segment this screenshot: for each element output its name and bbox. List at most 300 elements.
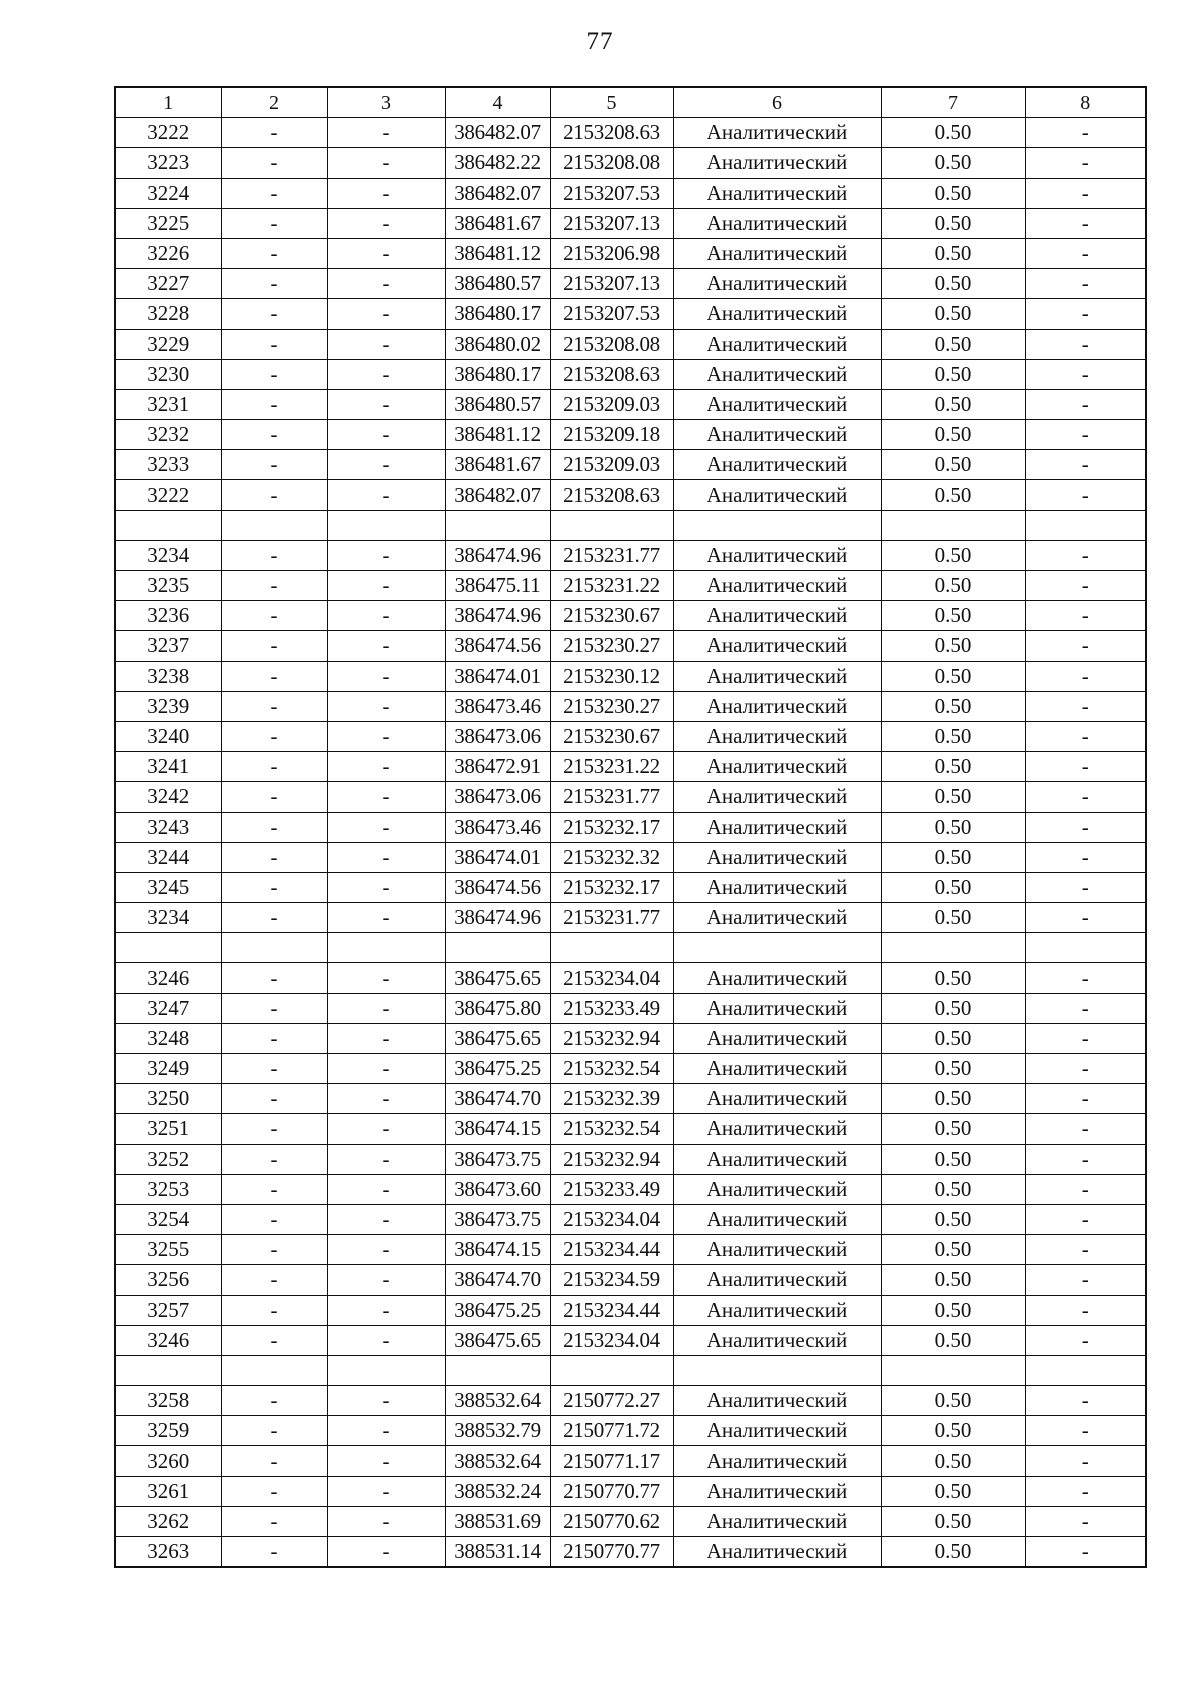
table-row [115, 872, 1146, 902]
coord-x-cell: 388532.64 [445, 1446, 550, 1476]
col-2-cell [221, 1355, 327, 1385]
method-cell: Аналитический [673, 1174, 881, 1204]
col-3-cell: - [327, 540, 445, 570]
table-row [115, 389, 1146, 419]
accuracy-cell: 0.50 [881, 178, 1025, 208]
accuracy-cell: 0.50 [881, 571, 1025, 601]
coord-y-cell [550, 510, 673, 540]
accuracy-cell: 0.50 [881, 208, 1025, 238]
accuracy-cell [881, 510, 1025, 540]
col-3-cell: - [327, 1265, 445, 1295]
point-number-cell: 3239 [115, 691, 221, 721]
point-number-cell: 3257 [115, 1295, 221, 1325]
method-cell: Аналитический [673, 903, 881, 933]
col-3-cell: - [327, 420, 445, 450]
col-3-cell: - [327, 1506, 445, 1536]
point-number-cell: 3252 [115, 1144, 221, 1174]
accuracy-cell: 0.50 [881, 1386, 1025, 1416]
coord-x-cell: 386474.96 [445, 540, 550, 570]
col-8-cell: - [1025, 1084, 1146, 1114]
coord-y-cell: 2153233.49 [550, 993, 673, 1023]
column-header-1: 1 [115, 87, 221, 118]
table-row [115, 1084, 1146, 1114]
col-8-cell: - [1025, 1295, 1146, 1325]
point-number-cell: 3258 [115, 1386, 221, 1416]
col-3-cell [327, 1355, 445, 1385]
col-3-cell: - [327, 1325, 445, 1355]
col-2-cell: - [221, 389, 327, 419]
col-2-cell: - [221, 1084, 327, 1114]
col-8-cell: - [1025, 1204, 1146, 1234]
point-number-cell: 3224 [115, 178, 221, 208]
accuracy-cell: 0.50 [881, 1446, 1025, 1476]
col-3-cell: - [327, 1235, 445, 1265]
method-cell: Аналитический [673, 540, 881, 570]
method-cell: Аналитический [673, 752, 881, 782]
point-number-cell [115, 1355, 221, 1385]
method-cell: Аналитический [673, 1295, 881, 1325]
method-cell: Аналитический [673, 1114, 881, 1144]
col-3-cell: - [327, 1204, 445, 1234]
point-number-cell: 3256 [115, 1265, 221, 1295]
col-8-cell: - [1025, 1265, 1146, 1295]
coord-x-cell: 386480.17 [445, 299, 550, 329]
col-8-cell: - [1025, 359, 1146, 389]
coord-x-cell: 386475.80 [445, 993, 550, 1023]
coord-y-cell: 2153230.27 [550, 691, 673, 721]
table-row [115, 238, 1146, 268]
method-cell: Аналитический [673, 1204, 881, 1234]
accuracy-cell: 0.50 [881, 450, 1025, 480]
col-2-cell [221, 510, 327, 540]
accuracy-cell [881, 933, 1025, 963]
point-number-cell: 3237 [115, 631, 221, 661]
method-cell: Аналитический [673, 661, 881, 691]
column-header-2: 2 [221, 87, 327, 118]
col-3-cell [327, 510, 445, 540]
method-cell: Аналитический [673, 963, 881, 993]
col-8-cell: - [1025, 812, 1146, 842]
accuracy-cell: 0.50 [881, 752, 1025, 782]
table-row [115, 1204, 1146, 1234]
coord-x-cell: 386481.12 [445, 420, 550, 450]
accuracy-cell: 0.50 [881, 329, 1025, 359]
table-row [115, 571, 1146, 601]
col-2-cell: - [221, 691, 327, 721]
point-number-cell: 3229 [115, 329, 221, 359]
coord-y-cell: 2153230.67 [550, 721, 673, 751]
coord-x-cell: 388532.79 [445, 1416, 550, 1446]
col-2-cell: - [221, 903, 327, 933]
coord-x-cell: 386480.57 [445, 269, 550, 299]
coord-x-cell [445, 933, 550, 963]
coord-y-cell: 2153234.04 [550, 963, 673, 993]
coord-y-cell: 2153209.03 [550, 389, 673, 419]
point-number-cell: 3230 [115, 359, 221, 389]
coord-y-cell: 2153232.17 [550, 872, 673, 902]
method-cell: Аналитический [673, 269, 881, 299]
col-3-cell: - [327, 691, 445, 721]
col-2-cell: - [221, 872, 327, 902]
table-row [115, 1386, 1146, 1416]
accuracy-cell: 0.50 [881, 1084, 1025, 1114]
accuracy-cell [881, 1355, 1025, 1385]
col-2-cell: - [221, 208, 327, 238]
col-8-cell: - [1025, 1386, 1146, 1416]
col-2-cell: - [221, 1386, 327, 1416]
coord-y-cell: 2150770.62 [550, 1506, 673, 1536]
coord-y-cell: 2150772.27 [550, 1386, 673, 1416]
accuracy-cell: 0.50 [881, 872, 1025, 902]
col-8-cell: - [1025, 721, 1146, 751]
accuracy-cell: 0.50 [881, 1325, 1025, 1355]
coord-x-cell: 386475.25 [445, 1054, 550, 1084]
col-8-cell: - [1025, 1476, 1146, 1506]
col-2-cell: - [221, 1204, 327, 1234]
coord-y-cell: 2150771.17 [550, 1446, 673, 1476]
coord-x-cell: 388531.69 [445, 1506, 550, 1536]
col-3-cell: - [327, 329, 445, 359]
accuracy-cell: 0.50 [881, 1023, 1025, 1053]
col-8-cell: - [1025, 661, 1146, 691]
point-number-cell: 3242 [115, 782, 221, 812]
method-cell: Аналитический [673, 118, 881, 148]
col-2-cell: - [221, 540, 327, 570]
coord-x-cell: 386481.67 [445, 450, 550, 480]
col-3-cell: - [327, 480, 445, 510]
accuracy-cell: 0.50 [881, 691, 1025, 721]
col-8-cell: - [1025, 329, 1146, 359]
col-2-cell: - [221, 178, 327, 208]
coord-y-cell: 2153232.39 [550, 1084, 673, 1114]
coord-x-cell: 386472.91 [445, 752, 550, 782]
coord-y-cell: 2153208.08 [550, 329, 673, 359]
col-2-cell: - [221, 721, 327, 751]
method-cell: Аналитический [673, 1144, 881, 1174]
col-3-cell: - [327, 1295, 445, 1325]
table-row [115, 540, 1146, 570]
accuracy-cell: 0.50 [881, 903, 1025, 933]
method-cell: Аналитический [673, 571, 881, 601]
col-8-cell [1025, 510, 1146, 540]
accuracy-cell: 0.50 [881, 420, 1025, 450]
col-8-cell: - [1025, 963, 1146, 993]
coord-y-cell: 2153231.77 [550, 903, 673, 933]
coord-y-cell: 2153207.53 [550, 178, 673, 208]
coord-x-cell: 386482.22 [445, 148, 550, 178]
col-2-cell: - [221, 450, 327, 480]
spacer-row [115, 1355, 1146, 1385]
accuracy-cell: 0.50 [881, 993, 1025, 1023]
coord-y-cell: 2153234.59 [550, 1265, 673, 1295]
method-cell: Аналитический [673, 208, 881, 238]
accuracy-cell: 0.50 [881, 1506, 1025, 1536]
col-2-cell: - [221, 993, 327, 1023]
col-8-cell: - [1025, 540, 1146, 570]
method-cell [673, 510, 881, 540]
coord-y-cell: 2153230.27 [550, 631, 673, 661]
column-header-3: 3 [327, 87, 445, 118]
col-8-cell: - [1025, 420, 1146, 450]
coord-x-cell: 386475.25 [445, 1295, 550, 1325]
col-8-cell: - [1025, 691, 1146, 721]
table-row [115, 450, 1146, 480]
coord-y-cell: 2153231.77 [550, 540, 673, 570]
table-row [115, 1054, 1146, 1084]
table-row [115, 1023, 1146, 1053]
coord-x-cell: 388532.24 [445, 1476, 550, 1506]
method-cell: Аналитический [673, 1537, 881, 1568]
col-3-cell: - [327, 1476, 445, 1506]
coord-y-cell: 2150771.72 [550, 1416, 673, 1446]
col-8-cell: - [1025, 299, 1146, 329]
coord-x-cell: 386481.12 [445, 238, 550, 268]
coord-x-cell: 386473.60 [445, 1174, 550, 1204]
point-number-cell: 3259 [115, 1416, 221, 1446]
col-3-cell: - [327, 1054, 445, 1084]
col-8-cell [1025, 1355, 1146, 1385]
point-number-cell: 3234 [115, 540, 221, 570]
point-number-cell: 3249 [115, 1054, 221, 1084]
point-number-cell: 3241 [115, 752, 221, 782]
coord-x-cell: 386473.06 [445, 721, 550, 751]
method-cell [673, 933, 881, 963]
method-cell: Аналитический [673, 1416, 881, 1446]
col-8-cell: - [1025, 872, 1146, 902]
col-8-cell: - [1025, 782, 1146, 812]
col-2-cell: - [221, 1446, 327, 1476]
col-2-cell: - [221, 1235, 327, 1265]
coord-y-cell: 2153208.63 [550, 480, 673, 510]
table-row [115, 1416, 1146, 1446]
coord-x-cell: 386474.01 [445, 661, 550, 691]
coord-x-cell: 388531.14 [445, 1537, 550, 1568]
col-3-cell: - [327, 238, 445, 268]
col-3-cell: - [327, 1537, 445, 1568]
col-3-cell: - [327, 601, 445, 631]
accuracy-cell: 0.50 [881, 812, 1025, 842]
accuracy-cell: 0.50 [881, 299, 1025, 329]
accuracy-cell: 0.50 [881, 631, 1025, 661]
accuracy-cell: 0.50 [881, 359, 1025, 389]
col-3-cell [327, 933, 445, 963]
coord-x-cell: 386482.07 [445, 118, 550, 148]
coord-x-cell: 386474.70 [445, 1265, 550, 1295]
coord-x-cell: 386475.65 [445, 1325, 550, 1355]
col-2-cell: - [221, 1054, 327, 1084]
col-2-cell: - [221, 571, 327, 601]
col-8-cell: - [1025, 1416, 1146, 1446]
col-2-cell: - [221, 238, 327, 268]
point-number-cell: 3261 [115, 1476, 221, 1506]
point-number-cell: 3222 [115, 118, 221, 148]
method-cell: Аналитический [673, 1506, 881, 1536]
accuracy-cell: 0.50 [881, 601, 1025, 631]
table-row [115, 1476, 1146, 1506]
col-8-cell: - [1025, 208, 1146, 238]
accuracy-cell: 0.50 [881, 1054, 1025, 1084]
accuracy-cell: 0.50 [881, 1537, 1025, 1568]
coord-y-cell: 2153207.13 [550, 208, 673, 238]
method-cell: Аналитический [673, 872, 881, 902]
col-3-cell: - [327, 782, 445, 812]
accuracy-cell: 0.50 [881, 148, 1025, 178]
col-8-cell [1025, 933, 1146, 963]
col-2-cell: - [221, 1537, 327, 1568]
coord-x-cell: 386474.56 [445, 631, 550, 661]
col-3-cell: - [327, 178, 445, 208]
point-number-cell: 3255 [115, 1235, 221, 1265]
accuracy-cell: 0.50 [881, 118, 1025, 148]
column-header-6: 6 [673, 87, 881, 118]
coord-y-cell: 2153206.98 [550, 238, 673, 268]
table-row [115, 1265, 1146, 1295]
coord-y-cell: 2153232.17 [550, 812, 673, 842]
col-3-cell: - [327, 721, 445, 751]
spacer-row [115, 510, 1146, 540]
point-number-cell [115, 510, 221, 540]
table-row [115, 782, 1146, 812]
table-row [115, 993, 1146, 1023]
point-number-cell: 3245 [115, 872, 221, 902]
table-row [115, 691, 1146, 721]
table-row [115, 752, 1146, 782]
col-3-cell: - [327, 1386, 445, 1416]
col-8-cell: - [1025, 1506, 1146, 1536]
point-number-cell: 3260 [115, 1446, 221, 1476]
point-number-cell: 3251 [115, 1114, 221, 1144]
col-2-cell: - [221, 812, 327, 842]
coord-y-cell: 2153234.04 [550, 1325, 673, 1355]
coord-y-cell: 2153230.12 [550, 661, 673, 691]
coord-x-cell: 386474.56 [445, 872, 550, 902]
method-cell: Аналитический [673, 238, 881, 268]
col-2-cell [221, 933, 327, 963]
method-cell: Аналитический [673, 601, 881, 631]
col-8-cell: - [1025, 480, 1146, 510]
col-2-cell: - [221, 631, 327, 661]
coordinates-table [114, 86, 1147, 1568]
col-3-cell: - [327, 359, 445, 389]
table-body [115, 118, 1146, 1568]
coord-y-cell: 2150770.77 [550, 1476, 673, 1506]
point-number-cell: 3234 [115, 903, 221, 933]
table-row [115, 963, 1146, 993]
col-3-cell: - [327, 903, 445, 933]
col-3-cell: - [327, 1144, 445, 1174]
coord-x-cell: 386473.75 [445, 1144, 550, 1174]
method-cell: Аналитический [673, 1265, 881, 1295]
col-2-cell: - [221, 842, 327, 872]
coord-y-cell: 2153208.08 [550, 148, 673, 178]
accuracy-cell: 0.50 [881, 963, 1025, 993]
col-3-cell: - [327, 631, 445, 661]
coord-x-cell: 386473.06 [445, 782, 550, 812]
table-row [115, 269, 1146, 299]
accuracy-cell: 0.50 [881, 1476, 1025, 1506]
col-2-cell: - [221, 661, 327, 691]
table-row [115, 631, 1146, 661]
point-number-cell: 3250 [115, 1084, 221, 1114]
accuracy-cell: 0.50 [881, 1265, 1025, 1295]
col-3-cell: - [327, 269, 445, 299]
table-row [115, 601, 1146, 631]
table-row [115, 1446, 1146, 1476]
coord-y-cell: 2153234.04 [550, 1204, 673, 1234]
coord-x-cell: 386482.07 [445, 178, 550, 208]
coord-x-cell: 386474.96 [445, 601, 550, 631]
coord-x-cell: 386480.17 [445, 359, 550, 389]
method-cell: Аналитический [673, 389, 881, 419]
point-number-cell: 3238 [115, 661, 221, 691]
col-2-cell: - [221, 1325, 327, 1355]
col-3-cell: - [327, 993, 445, 1023]
accuracy-cell: 0.50 [881, 721, 1025, 751]
coord-y-cell: 2153208.63 [550, 118, 673, 148]
method-cell: Аналитический [673, 1476, 881, 1506]
coord-x-cell: 386480.57 [445, 389, 550, 419]
table-row [115, 148, 1146, 178]
col-8-cell: - [1025, 1325, 1146, 1355]
table-row [115, 1325, 1146, 1355]
coord-y-cell: 2153209.18 [550, 420, 673, 450]
accuracy-cell: 0.50 [881, 1174, 1025, 1204]
col-3-cell: - [327, 1023, 445, 1053]
accuracy-cell: 0.50 [881, 1144, 1025, 1174]
method-cell: Аналитический [673, 329, 881, 359]
coord-x-cell: 386474.01 [445, 842, 550, 872]
point-number-cell: 3253 [115, 1174, 221, 1204]
point-number-cell: 3232 [115, 420, 221, 450]
method-cell [673, 1355, 881, 1385]
table-row [115, 178, 1146, 208]
col-3-cell: - [327, 812, 445, 842]
point-number-cell: 3225 [115, 208, 221, 238]
coord-x-cell: 388532.64 [445, 1386, 550, 1416]
col-3-cell: - [327, 842, 445, 872]
point-number-cell: 3248 [115, 1023, 221, 1053]
coord-y-cell: 2153232.94 [550, 1144, 673, 1174]
accuracy-cell: 0.50 [881, 389, 1025, 419]
coord-x-cell: 386475.65 [445, 963, 550, 993]
method-cell: Аналитический [673, 1054, 881, 1084]
col-2-cell: - [221, 1416, 327, 1446]
accuracy-cell: 0.50 [881, 1235, 1025, 1265]
accuracy-cell: 0.50 [881, 842, 1025, 872]
coord-y-cell: 2153234.44 [550, 1235, 673, 1265]
col-8-cell: - [1025, 238, 1146, 268]
accuracy-cell: 0.50 [881, 269, 1025, 299]
coord-x-cell: 386473.75 [445, 1204, 550, 1234]
table-row [115, 208, 1146, 238]
method-cell: Аналитический [673, 1446, 881, 1476]
point-number-cell: 3247 [115, 993, 221, 1023]
col-3-cell: - [327, 752, 445, 782]
point-number-cell: 3262 [115, 1506, 221, 1536]
col-8-cell: - [1025, 1023, 1146, 1053]
col-3-cell: - [327, 1174, 445, 1204]
accuracy-cell: 0.50 [881, 238, 1025, 268]
column-header-8: 8 [1025, 87, 1146, 118]
point-number-cell: 3222 [115, 480, 221, 510]
accuracy-cell: 0.50 [881, 540, 1025, 570]
table-row [115, 1144, 1146, 1174]
point-number-cell: 3236 [115, 601, 221, 631]
point-number-cell: 3231 [115, 389, 221, 419]
column-header-4: 4 [445, 87, 550, 118]
method-cell: Аналитический [673, 812, 881, 842]
col-3-cell: - [327, 148, 445, 178]
